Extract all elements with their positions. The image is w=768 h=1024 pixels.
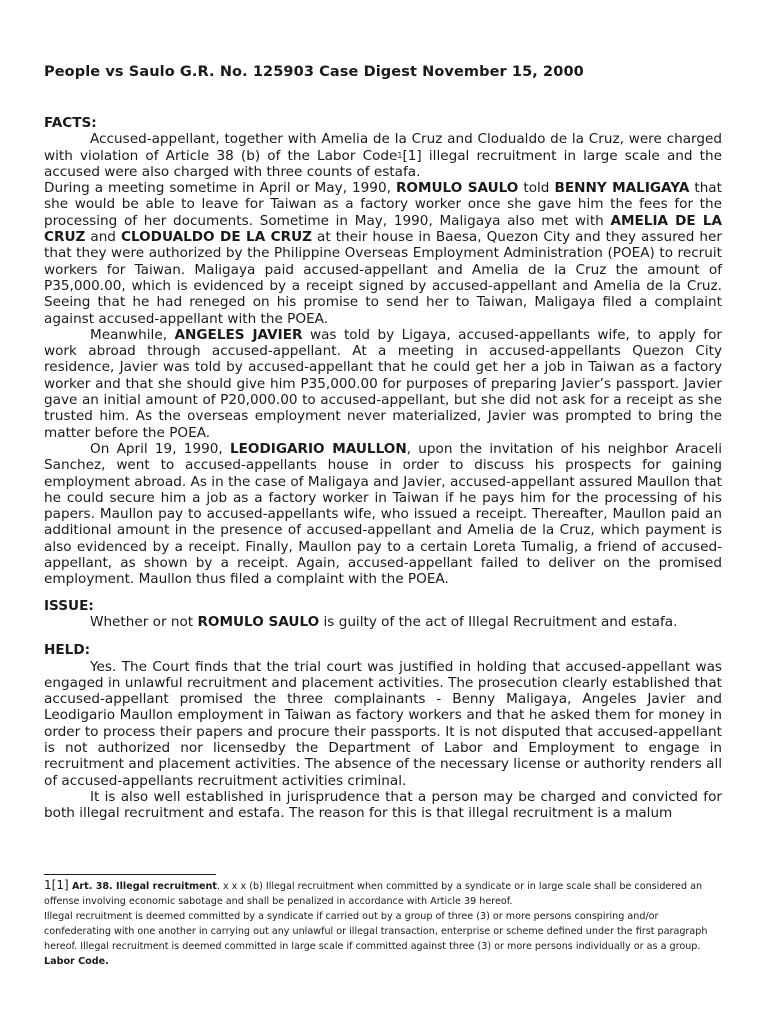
name-leodigario-maullon: LEODIGARIO MAULLON <box>229 440 407 457</box>
facts-p2-text-b: told <box>518 180 555 197</box>
facts-p1-text-a: Accused-appellant, together with Amelia de la Cruz and Clodualdo de la Cruz, were charged with violation of Article 38 (b) of the Labor Code <box>44 131 722 164</box>
footnote-source: Labor Code. <box>44 956 109 967</box>
footnote-paragraph-2 <box>44 909 724 969</box>
facts-p4-text-b: , upon the invitation of his neighbor Araceli Sanchez, went to accused-appellants house in order to discuss his prospects for gaining employment abroad. As in the case of Maligaya and Javier, accused-appellant assured Maullon that he could secure him a job as a factory worker in Taiwan if he pays him for the processing of his papers. Maullon pay to accused-appellants wife, who issued a receipt. Thereafter, Maullon paid an additional amount in the presence of accused-appellant and Amelia de la Cruz, which payment is also evidenced by a receipt. Finally, Maullon pay to a certain Loreta Tumalig, a friend of accused-appellant, as shown by a receipt. Again, accused-appellant failed to deliver on the promised employment. Maullon thus filed a complaint with the POEA. <box>44 440 722 588</box>
held-paragraph-1: Yes. The Court finds that the trial court was justified in holding that accused-appellant was engaged in unlawful recruitment and placement activities. The prosecution clearly established that accused-appellant promised the three complainants - Benny Maligaya, Angeles Javier and Leodigario Maullon employment in Taiwan as factory workers and that he asked them for money in order to process their papers and procure their passports. It is not disputed that accused-appellant is not authorized nor licensedby the Department of Labor and Employment to engage in recruitment and placement activities. The absence of the necessary license or authority renders all of accused-appellants recruitment activities criminal. <box>44 658 722 789</box>
issue-name-romulo-saulo: ROMULO SAULO <box>197 613 320 630</box>
facts-p3-text-b: was told by Ligaya, accused-appellants wife, to apply for work abroad through accused-appellant. At a meeting in accused-appellants Quezon City residence, Javier was told by accused-appellant that he could get her a job in Taiwan as a factory worker and that she should give him P35,000.00 for purposes of preparing Javier’s passport. Javier gave an initial amount of P20,000.00 to accused-appellant, but she did not ask for a receipt as she trusted him. As the overseas employment never materialized, Javier was prompted to bring the matter before the POEA. <box>44 326 722 441</box>
name-benny-maligaya: BENNY MALIGAYA <box>554 180 690 197</box>
facts-paragraph-2 <box>44 180 722 327</box>
facts-p2-text-c: that she would be able to leave for Taiwan as a factory worker once she gave him the fees for the processing of her documents. Sometime in May, 1990, Maligaya also met with <box>44 180 722 229</box>
name-clodualdo-de-la-cruz: CLODUALDO DE LA CRUZ <box>120 229 312 246</box>
name-angeles-javier: ANGELES JAVIER <box>174 326 303 343</box>
footnote-divider <box>44 874 216 875</box>
facts-paragraph-3 <box>44 327 722 441</box>
facts-p2-text-d: and <box>85 229 121 246</box>
issue-heading: ISSUE: <box>44 597 94 614</box>
footnote-line-2: Illegal recruitment is deemed committed by a syndicate if carried out by a group of three (3) or more persons conspiring and/or confederating with one another in carrying out any unlawful or illegal transaction, enterprise or scheme defined under the first paragraph hereof. Illegal recruitment is deemed committed in large scale if committed against three (3) or more persons individually or as a group. <box>44 911 708 952</box>
facts-paragraph-1 <box>44 131 722 180</box>
footnote-article: Art. 38. Illegal recruitment <box>68 881 217 892</box>
facts-paragraph-4 <box>44 441 722 588</box>
issue-text-a: Whether or not <box>90 613 198 630</box>
issue-paragraph <box>44 614 722 630</box>
facts-p2-text-a: During a meeting sometime in April or May, 1990, <box>44 180 396 197</box>
facts-p1-text-b: [1] illegal recruitment in large scale and the accused were also charged with three counts of estafa. <box>44 147 722 180</box>
footnote-paragraph-1 <box>44 878 724 909</box>
document-title: People vs Saulo G.R. No. 125903 Case Digest November 15, 2000 <box>44 64 584 80</box>
held-paragraph-2: It is also well established in jurisprudence that a person may be charged and convicted for both illegal recruitment and estafa. The reason for this is that illegal recruitment is a malum <box>44 788 722 822</box>
footnote-number[interactable]: 1[1] <box>44 878 69 892</box>
footnote-marker[interactable]: 1 <box>397 150 403 160</box>
footnote-line-1: . x x x (b) Illegal recruitment when committed by a syndicate or in large scale shall be considered an offense involving economic sabotage and shall be penalized in accordance with Article 39 hereof. <box>44 881 703 907</box>
name-romulo-saulo: ROMULO SAULO <box>395 180 519 197</box>
footnote <box>44 878 724 969</box>
facts-p2-text-e: at their house in Baesa, Quezon City and they assured her that they were authorized by the Philippine Overseas Employment Administration (POEA) to recruit workers for Taiwan. Maligaya paid accused-appellant and Amelia de la Cruz the amount of P35,000.00, which is evidenced by a receipt signed by accused-appellant and Amelia de la Cruz. Seeing that he had reneged on his promise to send her to Taiwan, Maligaya filed a complaint against accused-appellant with the POEA. <box>44 229 722 327</box>
facts-p4-text-a: On April 19, 1990, <box>90 440 230 457</box>
issue-text-b: is guilty of the act of Illegal Recruitment and estafa. <box>319 613 678 630</box>
facts-p3-text-a: Meanwhile, <box>90 326 175 343</box>
held-heading: HELD: <box>44 642 91 659</box>
name-amelia-de-la-cruz: AMELIA DE LA CRUZ <box>44 212 723 246</box>
facts-heading: FACTS: <box>44 115 97 131</box>
document-body <box>44 115 722 821</box>
